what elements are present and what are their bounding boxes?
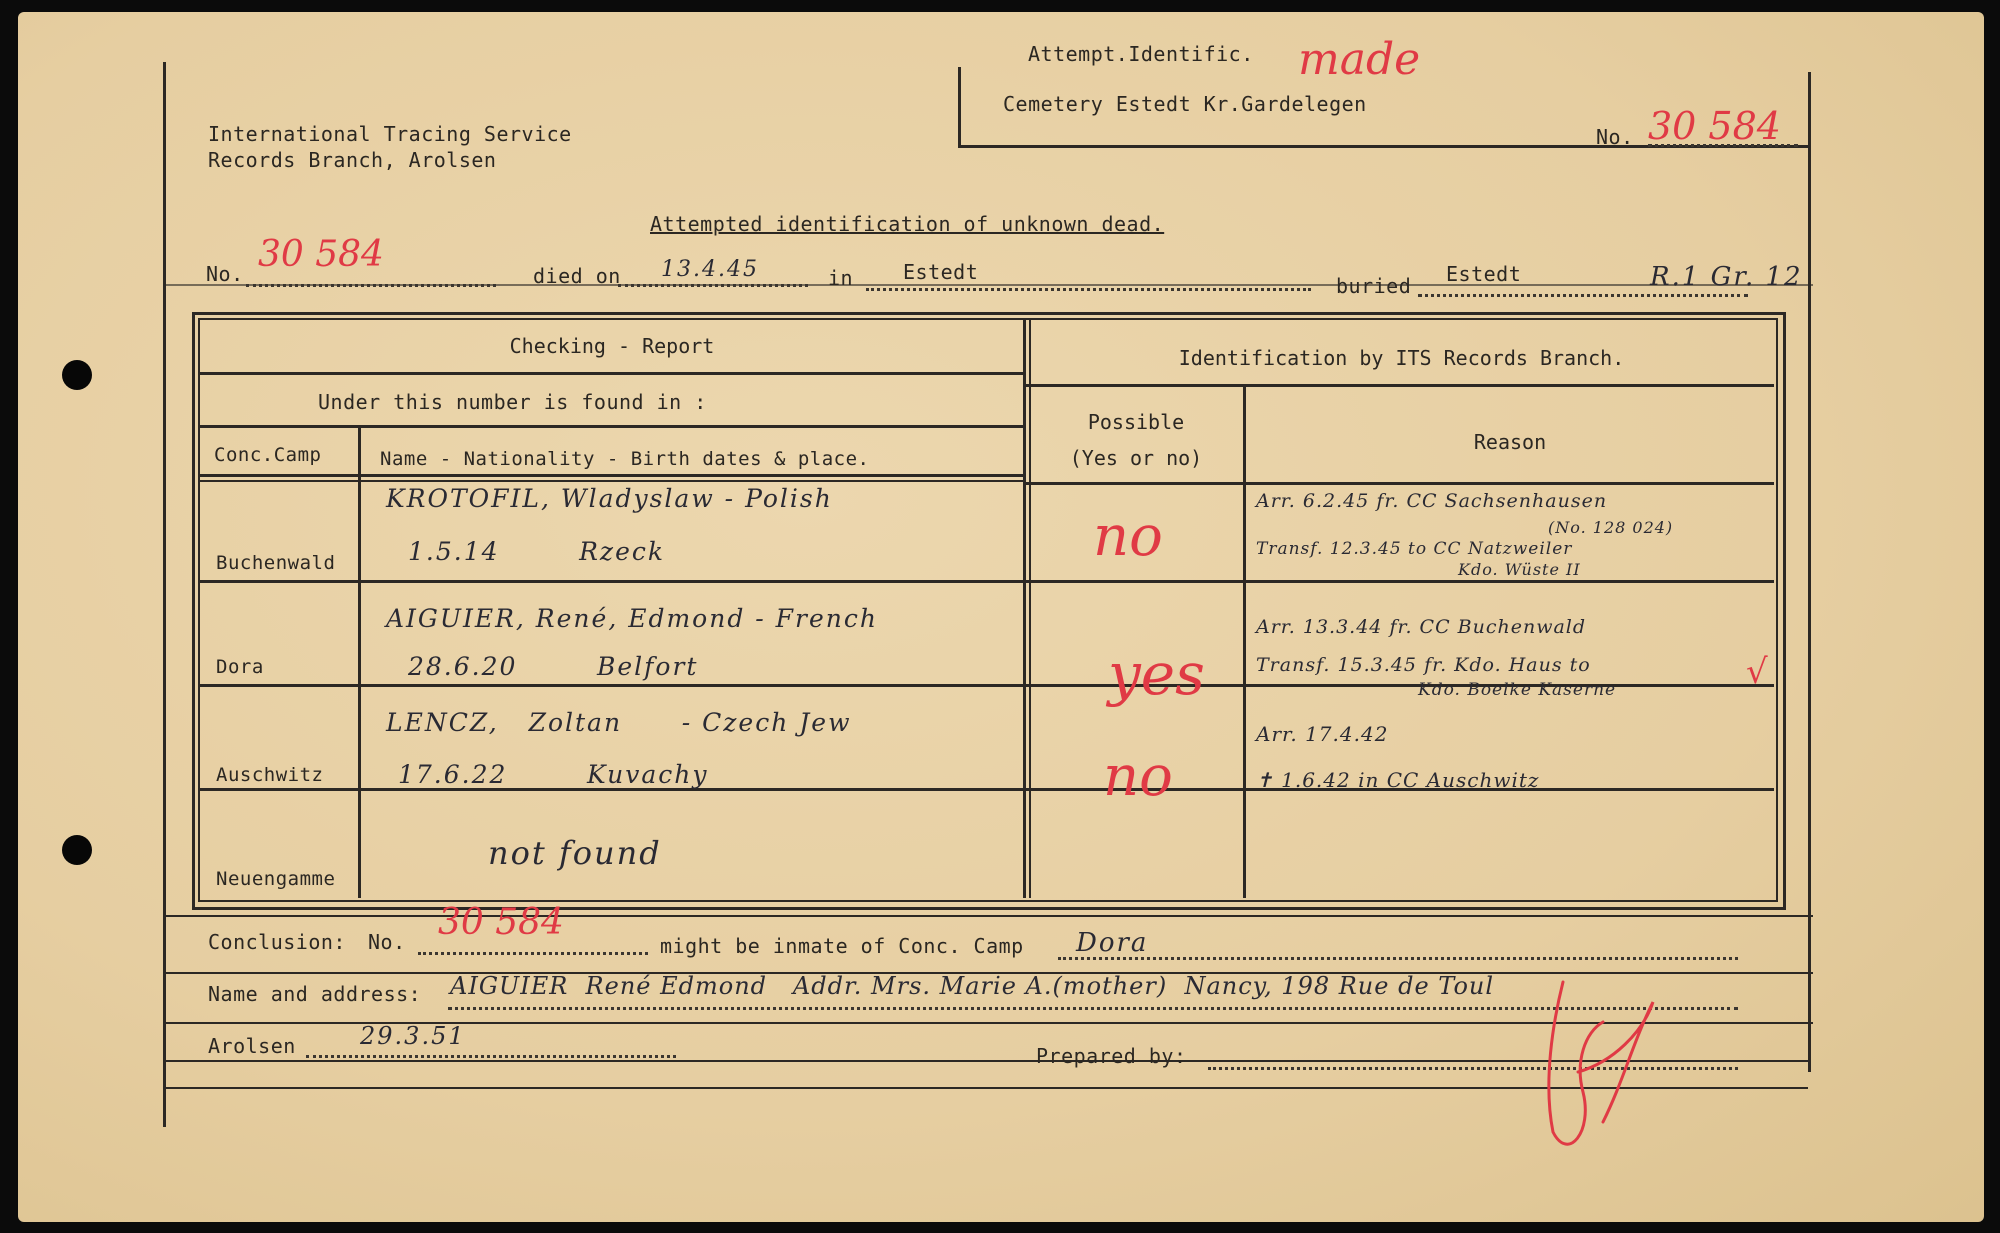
table-row-2-tick: √ [1746, 652, 1768, 692]
record-no-value: 30 584 [258, 234, 384, 275]
grave-value: R.1 Gr. 12 [1650, 262, 1803, 292]
attempt-label: Attempt.Identific. [1028, 42, 1254, 66]
record-no-dots [246, 284, 496, 287]
agency-line-2: Records Branch, Arolsen [208, 148, 497, 172]
table-row-1-birth: 1.5.14 Rzeck [408, 537, 666, 566]
table-divider-camp [358, 425, 361, 898]
col-name-header: Name - Nationality - Birth dates & place. [380, 448, 870, 470]
table-row-3-reason-2: ✝ 1.6.42 in CC Auschwitz [1256, 768, 1540, 792]
table-row-3-camp: Auschwitz [216, 764, 324, 786]
header-box-left [958, 67, 961, 145]
might-be-inmate-text: might be inmate of Conc. Camp [660, 934, 1024, 958]
table-row-1-camp: Buchenwald [216, 552, 336, 574]
table-line-col-headers-right [1026, 482, 1774, 485]
right-margin-line [1808, 72, 1811, 1072]
died-label: died on [533, 264, 621, 288]
table-row-2-possible: yes [1108, 640, 1205, 708]
table-row-3-possible: no [1103, 744, 1173, 809]
table-divider-possible [1243, 384, 1246, 898]
header-no-label: No. [1596, 125, 1634, 149]
table-row-2-birth: 28.6.20 Belfort [408, 652, 699, 681]
checking-report-header: Checking - Report [509, 334, 715, 358]
arolsen-label: Arolsen [208, 1034, 296, 1058]
identification-header: Identification by ITS Records Branch. [1178, 346, 1625, 370]
table-row-2-name: AIGUIER, René, Edmond - French [386, 604, 878, 633]
col-camp-header: Conc.Camp [214, 444, 322, 466]
table-line-col-headers-left-2 [198, 480, 1026, 482]
table-row-3-birth: 17.6.22 Kuvachy [398, 760, 709, 789]
table-row-1-reason-2: (No. 128 024) [1548, 518, 1674, 537]
table-row-2-reason-1: Arr. 13.3.44 fr. CC Buchenwald [1256, 616, 1587, 638]
attempt-handwritten: made [1298, 34, 1421, 85]
record-no-label: No. [206, 262, 244, 286]
name-address-value: AIGUIER René Edmond Addr. Mrs. Marie A.(mother) Nancy, 198 Rue de Toul [450, 972, 1495, 1000]
buried-dots [1418, 294, 1748, 297]
table-line-col-headers-left [198, 474, 1026, 477]
col-possible-header-2: (Yes or no) [1069, 446, 1203, 470]
table-line-left-header [198, 372, 1026, 375]
col-possible-header-1: Possible [1087, 410, 1185, 434]
conclusion-label: Conclusion: [208, 930, 346, 954]
form-title: Attempted identification of unknown dead. [650, 212, 1165, 236]
table-line-right-header [1026, 384, 1774, 387]
table-row-1-reason-4: Kdo. Wüste II [1458, 560, 1581, 579]
table-row-4-camp: Neuengamme [216, 868, 336, 890]
died-value: 13.4.45 [661, 257, 759, 282]
cemetery-text: Cemetery Estedt Kr.Gardelegen [1003, 92, 1367, 116]
in-label: in [828, 266, 854, 290]
left-margin-line [163, 62, 166, 1127]
table-row-1-name: KROTOFIL, Wladyslaw - Polish [386, 484, 833, 513]
died-dots [618, 284, 808, 287]
arolsen-date: 29.3.51 [360, 1022, 466, 1050]
conclusion-no-value: 30 584 [438, 902, 564, 943]
in-dots [866, 288, 1311, 291]
punch-hole-top [62, 360, 92, 390]
under-number-subheader: Under this number is found in : [318, 390, 707, 414]
table-line-row1 [198, 580, 1774, 583]
in-value: Estedt [903, 260, 979, 284]
table-row-2-camp: Dora [216, 656, 264, 678]
agency-line-1: International Tracing Service [208, 122, 572, 146]
conclusion-camp-value: Dora [1076, 928, 1149, 958]
arolsen-dots [306, 1055, 676, 1058]
buried-value: Estedt [1446, 262, 1522, 286]
table-line-left-subheader [198, 425, 1026, 428]
buried-label: buried [1336, 274, 1412, 298]
conclusion-no-dots [418, 952, 648, 955]
table-row-1-reason-3: Transf. 12.3.45 to CC Natzweiler [1256, 539, 1573, 559]
table-row-2-reason-3: Kdo. Boelke Kaserne [1418, 680, 1617, 700]
table-row-3-name: LENCZ, Zoltan - Czech Jew [386, 708, 852, 737]
conclusion-no-label: No. [368, 930, 406, 954]
table-row-1-possible: no [1093, 504, 1163, 569]
table-row-2-reason-2: Transf. 15.3.45 fr. Kdo. Haus to [1256, 654, 1591, 676]
table-divider-main [1023, 318, 1026, 898]
table-row-1-reason-1: Arr. 6.2.45 fr. CC Sachsenhausen [1256, 490, 1608, 512]
punch-hole-bottom [62, 835, 92, 865]
red-signature [1523, 962, 1683, 1162]
index-card [18, 12, 1984, 1222]
conclusion-top-line [163, 915, 1813, 917]
col-reason-header: Reason [1473, 430, 1547, 454]
conclusion-camp-dots [1058, 957, 1738, 960]
prepared-by-label: Prepared by: [1036, 1044, 1187, 1068]
table-row-3-reason-1: Arr. 17.4.42 [1256, 722, 1389, 746]
header-no-handwritten: 30 584 [1648, 104, 1781, 148]
table-divider-main-2 [1029, 318, 1031, 898]
table-row-4-name: not found [488, 834, 662, 872]
name-address-label: Name and address: [208, 982, 422, 1006]
